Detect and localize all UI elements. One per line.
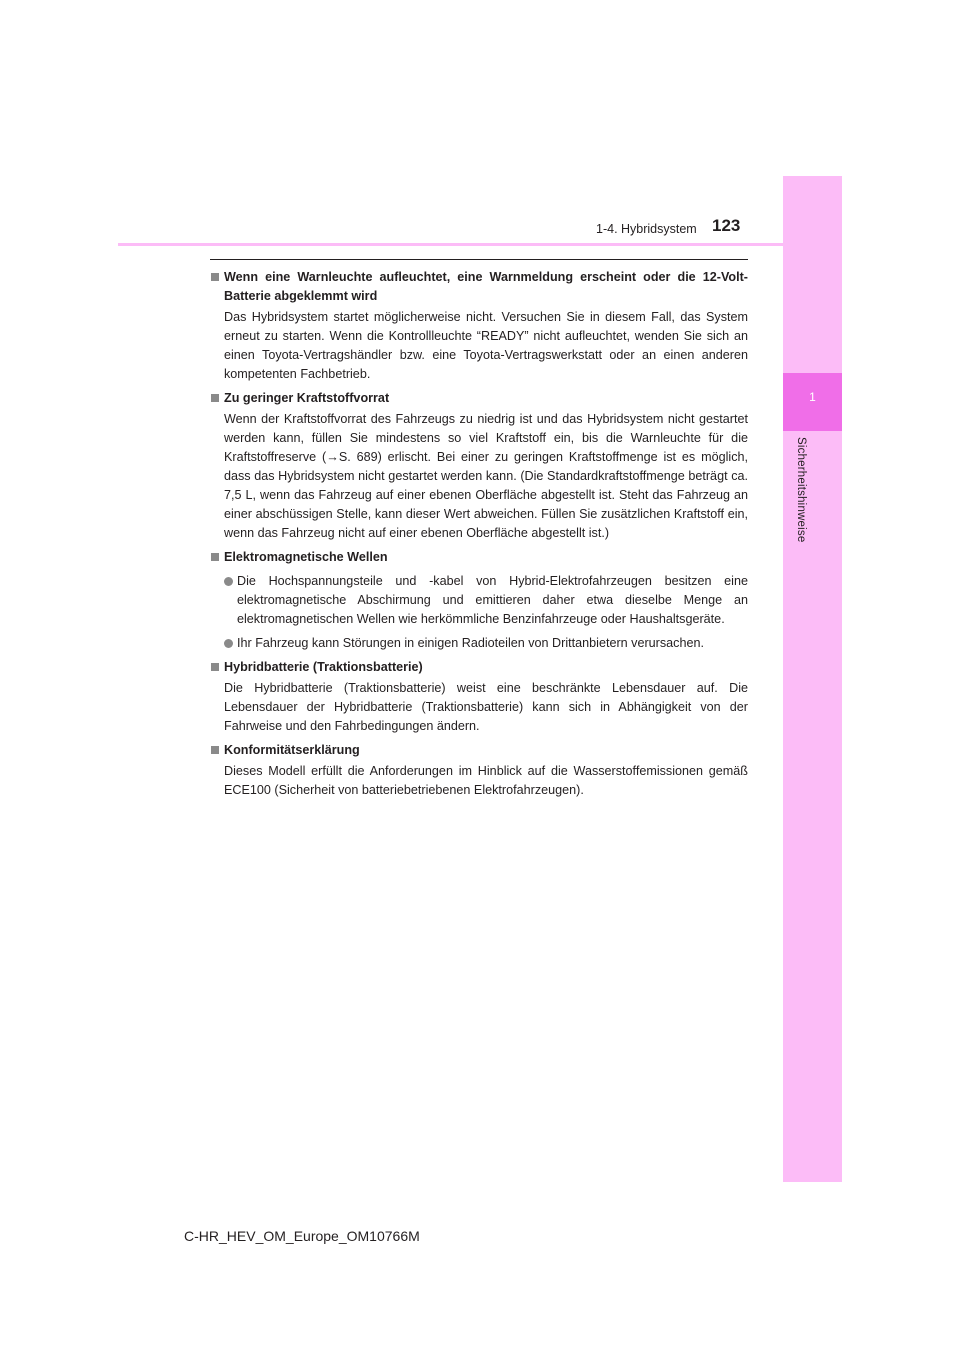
heading-text: Wenn eine Warnleuchte aufleuchtet, eine Warnmeldung erscheint oder die 12-Volt-Batterie abgeklemmt wird — [224, 270, 748, 303]
section-heading — [210, 268, 748, 306]
section-heading — [210, 741, 748, 760]
section-title: 1-4. Hybridsystem — [596, 222, 697, 236]
document-id: C-HR_HEV_OM_Europe_OM10766M — [184, 1228, 420, 1244]
square-bullet-icon — [211, 273, 219, 281]
heading-text: Konformitätserklärung — [224, 743, 360, 757]
list-item — [210, 572, 748, 629]
list-item — [210, 634, 748, 653]
square-bullet-icon — [211, 553, 219, 561]
heading-text: Hybridbatterie (Traktionsbatterie) — [224, 660, 423, 674]
square-bullet-icon — [211, 394, 219, 402]
heading-text: Zu geringer Kraftstoffvorrat — [224, 391, 390, 405]
section-paragraph: Wenn der Kraftstoffvorrat des Fahrzeugs zu niedrig ist und das Hybridsystem nicht gestartet werden kann, füllen Sie mindestens so viel Kraftstoff ein, bis die Warnleuchte für die Kraftstoffreserve (→S. 689) erlischt. Bei einer zu geringen Kraftstoffmenge ist es möglich, dass das Hybridsystem nicht gestartet werden kann. (Die Standardkraftstoffmenge beträgt ca. 7,5 L, wenn das Fahrzeug auf einer ebenen Oberfläche abgestellt ist. Steht das Fahrzeug an einer abschüssigen Stelle, kann dieser Wert abweichen. Füllen Sie zusätzlichen Kraftstoff ein, wenn das Fahrzeug nicht auf einer ebenen Oberfläche abgestellt ist.) — [224, 412, 748, 540]
list-item-text: Ihr Fahrzeug kann Störungen in einigen Radioteilen von Drittanbietern verursachen. — [237, 636, 704, 650]
page-number: 123 — [712, 216, 741, 235]
section-heading — [210, 658, 748, 677]
chapter-sidebar — [783, 176, 842, 1182]
header-rule — [118, 243, 842, 246]
main-content — [210, 268, 748, 800]
square-bullet-icon — [211, 746, 219, 754]
content-top-rule — [210, 259, 748, 260]
circle-bullet-icon — [224, 577, 233, 586]
section-paragraph: Dieses Modell erfüllt die Anforderungen im Hinblick auf die Wasserstoffemissionen gemäß ECE100 (Sicherheit von batteriebetriebenen Elektrofahrzeugen). — [224, 764, 748, 797]
chapter-label: Sicherheitshinweise — [795, 437, 807, 543]
section-heading — [210, 389, 748, 408]
section-paragraph: Das Hybridsystem startet möglicherweise nicht. Versuchen Sie in diesem Fall, das System erneut zu starten. Wenn die Kontrollleuchte “READY” nicht aufleuchtet, wenden Sie sich an einen Toyota-Vertragshändler bzw. eine Toyota-Vertragswerkstatt oder an einen anderen kompetenten Fachbetrieb. — [224, 310, 748, 381]
circle-bullet-icon — [224, 639, 233, 648]
section-paragraph: Die Hybridbatterie (Traktionsbatterie) weist eine beschränkte Lebensdauer auf. Die Lebensdauer der Hybridbatterie (Traktionsbatterie) kann sich in Abhängigkeit von der Fahrweise und den Fahrbedingungen ändern. — [224, 681, 748, 733]
list-item-text: Die Hochspannungsteile und -kabel von Hybrid-Elektrofahrzeugen besitzen eine elektromagnetische Abschirmung und emittieren daher etwa dieselbe Menge an elektromagnetischen Wellen wie herkömmliche Benzinfahrzeuge oder Haushaltsgeräte. — [237, 574, 748, 626]
heading-text: Elektromagnetische Wellen — [224, 550, 388, 564]
section-heading — [210, 548, 748, 567]
chapter-number: 1 — [809, 390, 816, 404]
chapter-label-wrap — [793, 437, 807, 587]
square-bullet-icon — [211, 663, 219, 671]
